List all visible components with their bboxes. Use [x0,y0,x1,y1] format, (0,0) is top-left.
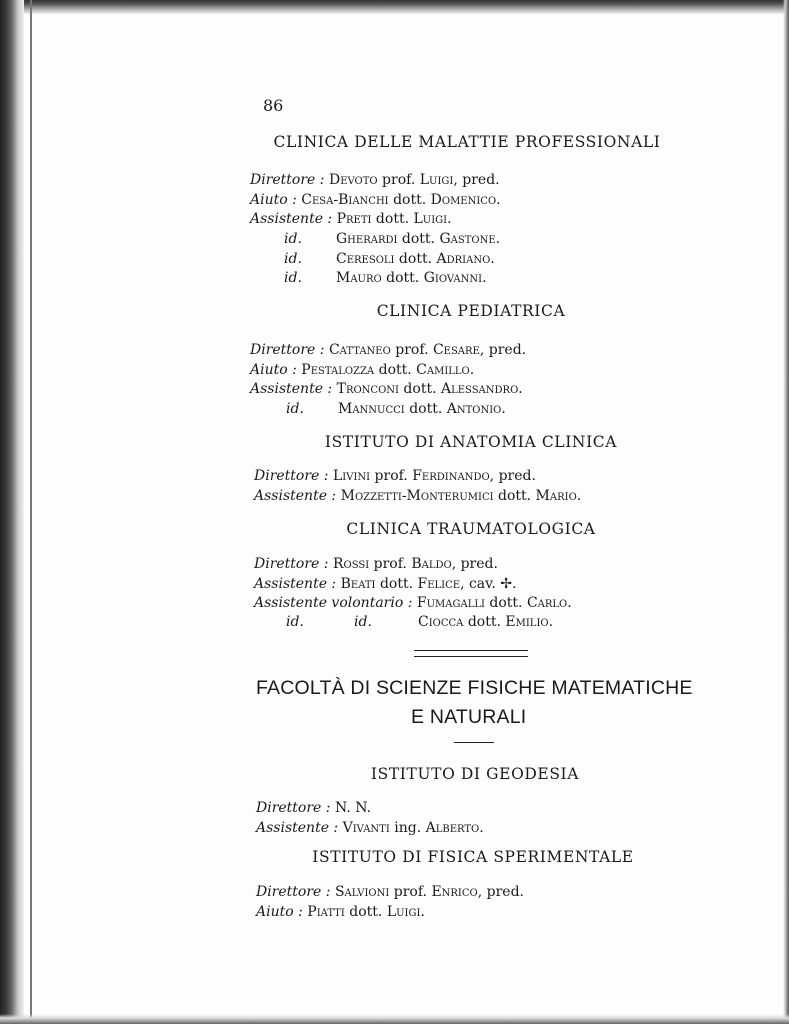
staff-row [284,270,302,286]
staff-role: Aiuto : [250,362,297,378]
staff-title: dott. [381,270,424,286]
section-heading: ISTITUTO DI GEODESIA [370,765,580,783]
scan-edge-bottom [0,1014,789,1024]
staff-firstname: Mario [535,488,577,504]
staff-name [338,401,506,417]
staff-suffix: . [479,820,484,836]
staff-surname: Fumagalli [416,595,485,611]
staff-role: id. [284,231,302,247]
staff-firstname: Giovanni [423,270,483,286]
staff-role: Assistente : [256,820,339,836]
staff-suffix: . [576,488,582,504]
staff-title: dott. [371,211,414,227]
staff-title: dott. [374,362,417,378]
staff-role: Assistente volontario : [254,595,413,611]
staff-name [418,614,553,630]
staff-role: Assistente : [250,211,333,227]
staff-role: id. [284,270,302,286]
staff-suffix: , pred. [451,556,498,572]
staff-firstname: Ferdinando [412,468,490,484]
staff-firstname: Felice [417,576,461,592]
staff-surname: Cesa-Bianchi [301,192,389,208]
staff-surname: Gherardi [336,231,398,247]
staff-suffix: . [495,231,501,247]
section-heading: ISTITUTO DI ANATOMIA CLINICA [324,433,618,451]
staff-row [254,556,498,572]
staff-firstname: Gastone [439,231,496,247]
staff-role: id. [286,614,304,630]
staff-title: dott. [375,576,418,592]
staff-firstname: Cesare [432,342,480,358]
staff-role: Direttore : [256,884,331,900]
staff-suffix: . [482,270,487,286]
staff-row [284,231,302,247]
staff-title: prof. [377,172,420,188]
staff-row [254,468,536,484]
faculty-title: FACOLTÀ DI SCIENZE FISICHE MATEMATICHE [256,677,693,699]
staff-firstname: Baldo [411,556,452,572]
staff-title: prof. [369,556,412,572]
staff-role: Aiuto : [250,192,297,208]
staff-firstname: Carlo [526,595,568,611]
staff-role: Direttore : [254,556,329,572]
staff-firstname: Antonio [446,401,502,417]
staff-title: dott. [463,614,506,630]
staff-role: Direttore : [256,800,331,816]
staff-row [254,595,572,611]
staff-role: Aiuto : [256,904,303,920]
staff-surname: Ceresoli [336,251,395,267]
staff-title: dott. [397,231,440,247]
staff-role: Assistente : [250,381,333,397]
staff-firstname: Adriano [436,251,491,267]
staff-role: Direttore : [250,172,325,188]
staff-title: ing. [389,820,426,836]
staff-firstname: Enrico [431,884,478,900]
staff-firstname: Alberto [425,820,480,836]
scan-edge-right [783,0,789,1024]
staff-role: Direttore : [250,342,325,358]
section-heading: ISTITUTO DI FISICA SPERIMENTALE [312,848,634,866]
staff-firstname: Domenico [430,192,497,208]
staff-surname: N. N. [334,800,372,816]
staff-title: dott. [404,401,447,417]
faculty-title-line2: E NATURALI [411,706,527,728]
staff-surname: Mauro [336,270,382,286]
staff-surname: Livini [332,468,371,484]
staff-title: dott. [344,904,387,920]
staff-row [284,251,302,267]
staff-title: prof. [389,884,432,900]
staff-suffix: . [447,211,452,227]
staff-row [250,211,452,227]
staff-surname: Mozzetti-Monterumici [340,488,494,504]
staff-surname: Mannucci [338,401,405,417]
staff-suffix: . [469,362,475,378]
staff-suffix: . [548,614,554,630]
double-rule [414,650,528,657]
staff-title: prof. [390,342,433,358]
staff-name [336,251,495,267]
section-heading: CLINICA DELLE MALATTIE PROFESSIONALI [273,133,661,151]
staff-surname: Tronconi [336,381,399,397]
staff-row [250,192,501,208]
staff-role: Assistente : [254,576,337,592]
staff-name [336,231,500,247]
staff-firstname: Camillo [416,362,470,378]
staff-suffix: . [420,904,425,920]
staff-suffix: . [490,251,495,267]
staff-row [256,820,484,836]
staff-surname: Preti [336,211,372,227]
scan-edge-line [30,0,32,1024]
staff-suffix: . [496,192,501,208]
staff-title: dott. [388,192,431,208]
staff-title: dott. [394,251,437,267]
staff-surname: Piatti [307,904,345,920]
staff-suffix: , pred. [453,172,500,188]
staff-firstname: Emilio [505,614,549,630]
staff-suffix: . [567,595,572,611]
staff-surname: Ciocca [418,614,464,630]
scan-edge-left [0,0,24,1024]
staff-title: prof. [370,468,413,484]
staff-surname: Devoto [328,172,378,188]
staff-row [256,800,371,816]
staff-role: Assistente : [254,488,337,504]
staff-role: id. [284,251,302,267]
staff-row [254,488,581,504]
staff-title: dott. [398,381,441,397]
staff-suffix: , pred. [479,342,527,358]
staff-firstname: Luigi [413,211,448,227]
staff-suffix: . [501,401,506,417]
page-number: 86 [263,96,284,115]
staff-row [286,614,304,630]
staff-name [336,270,487,286]
staff-row [250,172,500,188]
staff-role: id. [354,614,372,630]
staff-role: id. [286,401,304,417]
staff-row [250,362,474,378]
staff-surname: Pestalozza [301,362,375,378]
staff-row [354,614,372,630]
staff-role: Direttore : [254,468,329,484]
staff-suffix: , pred. [477,884,525,900]
staff-row [256,884,524,900]
section-heading: CLINICA TRAUMATOLOGICA [346,520,596,538]
staff-surname: Beati [340,576,376,592]
staff-row [250,381,523,397]
staff-row [250,342,526,358]
staff-row [286,401,304,417]
staff-row [256,904,425,920]
staff-row [254,576,516,592]
staff-firstname: Luigi [419,172,454,188]
short-rule [454,742,494,743]
staff-surname: Vivanti [342,820,390,836]
staff-surname: Cattaneo [328,342,391,358]
staff-title: dott. [484,595,527,611]
staff-firstname: Alessandro [440,381,519,397]
staff-suffix: , cav. ✢. [460,576,517,592]
section-heading: CLINICA PEDIATRICA [376,302,566,320]
staff-surname: Salvioni [334,884,390,900]
staff-title: dott. [493,488,536,504]
staff-firstname: Luigi [386,904,421,920]
staff-surname: Rossi [332,556,370,572]
staff-suffix: . [518,381,523,397]
scan-edge-top [0,0,789,14]
staff-suffix: , pred. [489,468,536,484]
